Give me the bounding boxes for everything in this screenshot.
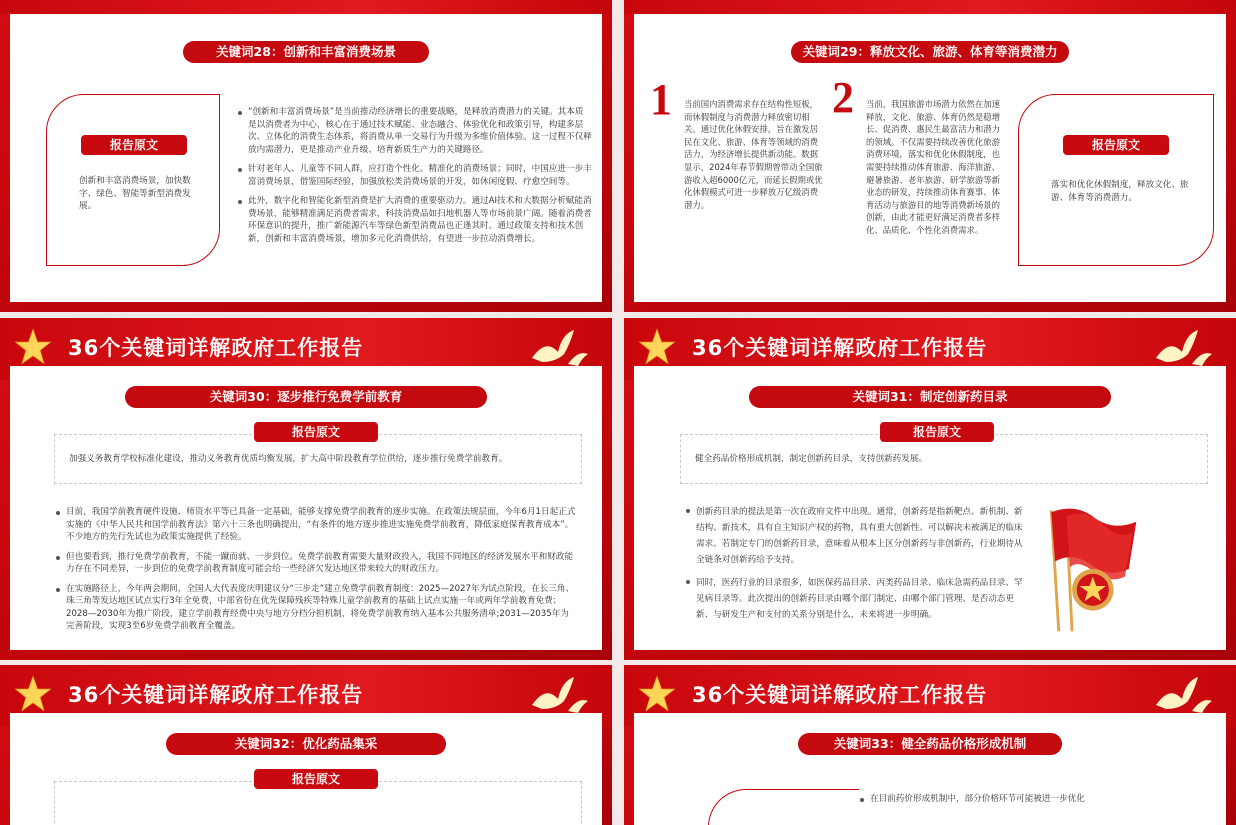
original-text: 创新和丰富消费场景，加快数字、绿色、智能等新型消费发展。 [79, 176, 191, 211]
original-text: 落实和优化休假制度，释放文化、旅游、体育等消费潜力。 [1051, 180, 1189, 203]
original-label: 报告原文 [880, 422, 994, 442]
dove-icon [1152, 675, 1216, 717]
analysis-list [860, 793, 1200, 805]
content-panel [10, 366, 602, 650]
header-title: 36个关键词详解政府工作报告 [692, 336, 988, 360]
slide-keyword-29 [624, 0, 1236, 312]
content-panel [10, 14, 602, 302]
list-item: 在目前药价形成机制中，部分价格环节可能被进一步优化 [860, 793, 1200, 805]
content-panel [634, 366, 1226, 650]
list-item: 但也要看到，推行免费学前教育，不能一蹴而就、一步到位。免费学前教育需要大量财政投入，我国不同地区的经济发展水平和财政能力存在不同差异，一步到位的免费学前教育制度可能会给一些经济欠发达地区带来较大的财政压力。 [56, 551, 576, 576]
header-title: 36个关键词详解政府工作报告 [68, 336, 364, 360]
slide-keyword-33 [624, 665, 1236, 825]
number-one: 1 [650, 75, 672, 124]
original-text-box [708, 789, 859, 825]
keyword-title: 关键词32：优化药品集采 [166, 733, 446, 755]
slide-keyword-28 [0, 0, 612, 312]
star-icon [14, 675, 52, 713]
original-text-box [1018, 94, 1214, 266]
original-label: 报告原文 [254, 769, 378, 789]
header-band [624, 0, 1236, 14]
list-item: 在实施路径上，今年两会期间，全国人大代表庞庆明建议分“三步走”建立免费学前教育制度：2025—2027年为试点阶段，在长三角、珠三角等发达地区试点实行3年全免费，中部省份在优先保障残疾等特殊儿童学前教育的基础上试点实施一年或两年学前教育免费；2028—2030年为推广阶段，建立学前教育经费中央与地方分档分担机制，将免费学前教育纳入基本公共服务清单;2031—2035年为完善阶段，实现3至6岁免费学前教育全覆盖。 [56, 583, 576, 633]
original-text: 加强义务教育学校标准化建设，推动义务教育优质均衡发展，扩大高中阶段教育学位供给，逐步推行免费学前教育。 [69, 454, 508, 464]
original-label: 报告原文 [81, 135, 187, 155]
column-one-text: 当前国内消费需求存在结构性短板，而休假制度与消费潜力释放密切相关。通过优化休假安排，旨在激发居民在文化、旅游、体育等领域的消费活力，为经济增长提供新动能。数据显示，2024年春节假期曾带动全国旅游收入超6000亿元，而延长假期或优化休假模式可进一步释放万亿级消费潜力。 [684, 99, 823, 210]
original-text: 健全药品价格形成机制，制定创新药目录，支持创新药发展。 [695, 454, 928, 464]
analysis-list [56, 506, 576, 640]
slide-keyword-30 [0, 318, 612, 660]
keyword-title: 关键词28：创新和丰富消费场景 [183, 41, 429, 63]
header-title: 36个关键词详解政府工作报告 [68, 683, 364, 707]
original-label: 报告原文 [254, 422, 378, 442]
keyword-title: 关键词30：逐步推行免费学前教育 [125, 386, 487, 408]
keyword-title: 关键词31：制定创新药目录 [749, 386, 1111, 408]
list-item: “创新和丰富消费场景”是当前推动经济增长的重要战略，是释放消费潜力的关键。其本质是以消费者为中心，核心在于通过技术赋能、业态融合、体验优化和政策引导，构建多层次、立体化的消费生态体系，将消费从单一交易行为升级为多维价值体验。这一过程不仅释放内需潜力，更是推动产业升级、培育新质生产力的关键路径。 [238, 106, 592, 156]
column-two-text: 当前，我国旅游市场潜力依然在加速释放，文化、旅游、体育仍然是稳增长、促消费、惠民生最富活力和潜力的领域。不仅需要持续改善优化旅游消费环境，落实和优化休假制度，也需要持续推动体育旅游、海洋旅游、避暑旅游、老年旅游、研学旅游等新业态的研发，持续推动体育赛事、体育活动与旅游目的地等消费新场景的创新，由此才能更好满足消费者多样化、品质化、个性化消费需求。 [866, 99, 1000, 235]
list-item: 目前，我国学前教育硬件设施、师资水平等已具备一定基础，能够支撑免费学前教育的逐步实施。在政策法规层面，今年6月1日起正式实施的《中华人民共和国学前教育法》第六十三条也明确提出，“有条件的地方逐步推进实施免费学前教育，降低家庭保育教育成本”。不少地方的先行先试也为政策实施提供了经验。 [56, 506, 576, 544]
keyword-title: 关键词33：健全药品价格形成机制 [798, 733, 1062, 755]
analysis-list [686, 504, 1026, 630]
dove-icon [1152, 328, 1216, 370]
dove-icon [528, 328, 592, 370]
number-two: 2 [832, 73, 854, 122]
star-icon [638, 328, 676, 366]
header-band [0, 0, 612, 14]
dove-icon [528, 675, 592, 717]
slide-keyword-32 [0, 665, 612, 825]
original-text-box [46, 94, 220, 266]
star-icon [14, 328, 52, 366]
slide-keyword-31 [624, 318, 1236, 660]
content-panel [634, 713, 1226, 825]
analysis-list [238, 106, 592, 252]
list-item: 同时，医药行业的目录很多，如医保药品目录、丙类药品目录、临床急需药品目录、罕见病目录等。此次提出的创新药目录由哪个部门制定、由哪个部门管理、是否动态更新、与研发生产和支付的关系分别是什么，未来将进一步明确。 [686, 575, 1026, 623]
original-label: 报告原文 [1063, 135, 1169, 155]
keyword-title: 关键词29：释放文化、旅游、体育等消费潜力 [791, 41, 1069, 63]
red-flag-illustration [1038, 502, 1142, 636]
list-item: 针对老年人、儿童等不同人群，应打造个性化、精准化的消费场景；同时，中国应进一步丰富消费场景，借鉴国际经验，加强放松类消费场景的开发，如休闲度假、疗愈空间等。 [238, 163, 592, 188]
header-title: 36个关键词详解政府工作报告 [692, 683, 988, 707]
content-panel [634, 14, 1226, 302]
list-item: 创新药目录的提法是第一次在政府文件中出现。通常，创新药是指新靶点、新机制、新结构、新技术，具有自主知识产权的药物，具有重大创新性、可以解决未被满足的临床需求。若制定专门的创新药目录，意味着从根本上区分创新药与非创新药，行业期待从全链条对创新药给予支持。 [686, 504, 1026, 568]
star-icon [638, 675, 676, 713]
list-item: 此外，数字化和智能化新型消费是扩大消费的重要驱动力。通过AI技术和大数据分析赋能消费场景，能够精准满足消费者需求，科技消费品如扫地机器人等市场前景广阔。随着消费者环保意识的提升，推广新能源汽车等绿色新型消费品也正逢其时。通过政策支持和技术创新，创新和丰富消费场景，增加多元化消费供给，有望进一步拉动消费增长。 [238, 195, 592, 245]
content-panel [10, 713, 602, 825]
